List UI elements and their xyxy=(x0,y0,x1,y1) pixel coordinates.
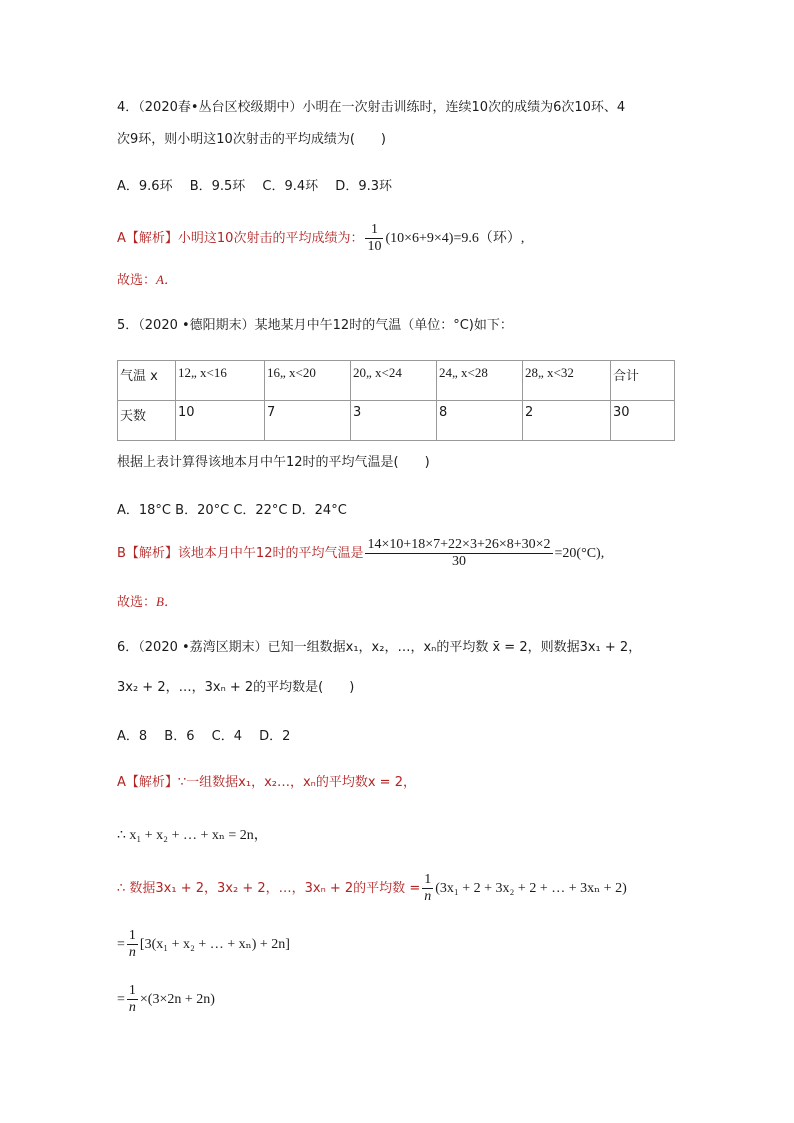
q6-frac-num: 1 xyxy=(128,928,136,943)
q6-frac-num: 1 xyxy=(128,983,136,998)
table-cell: 20„ x<24 xyxy=(351,361,437,401)
q4-choose-label: 故选： xyxy=(117,273,157,288)
q6-frac-den: n xyxy=(128,1000,136,1015)
q6-step2 xyxy=(117,872,627,906)
q4-formula: (10×6+9×4)=9.6（环）, xyxy=(385,231,525,246)
q5-fraction xyxy=(365,537,552,570)
table-cell: 24„ x<28 xyxy=(437,361,523,401)
q6-options: A．8 B．6 C．4 D．2 xyxy=(117,729,291,744)
q6-step4-fraction xyxy=(127,983,138,1016)
table-row xyxy=(118,401,675,441)
table-cell: 16„ x<20 xyxy=(265,361,351,401)
q6-step4-formula: ×(3×2n + 2n) xyxy=(139,992,215,1007)
q4-frac-den: 10 xyxy=(367,239,382,254)
q6-stem-line2: 3x₂ + 2，…，3xₙ + 2的平均数是( ) xyxy=(117,680,355,695)
table-cell: 天数 xyxy=(118,401,176,441)
q5-formula: =20(°C), xyxy=(554,546,605,561)
q4-frac-num: 1 xyxy=(365,222,383,239)
table-cell: 气温 x xyxy=(118,361,176,401)
q5-choose-label: 故选： xyxy=(117,595,157,610)
q6-frac-num: 1 xyxy=(424,872,432,887)
q5-question: 根据上表计算得该地本月中午12时的平均气温是( ) xyxy=(117,455,430,470)
q4-answer-text: 小明这10次射击的平均成绩为： xyxy=(177,231,364,246)
q6-frac-den: n xyxy=(424,889,432,904)
q6-step3-eq: = xyxy=(117,937,125,952)
q4-choose-value: A． xyxy=(156,272,177,287)
q5-choose xyxy=(117,592,177,613)
q5-choose-value: B． xyxy=(156,594,177,609)
q5-options: A．18°C B．20°C C．22°C D．24°C xyxy=(117,503,347,518)
q5-stem: 5．（2020 •德阳期末）某地某月中午12时的气温（单位：°C)如下： xyxy=(117,318,513,333)
table-cell: 30 xyxy=(611,401,675,441)
q6-step2-fraction xyxy=(422,872,433,905)
table-cell: 28„ x<32 xyxy=(523,361,611,401)
q4-options: A．9.6环 B．9.5环 C．9.4环 D．9.3环 xyxy=(117,179,392,194)
q6-step2-text: ∴ 数据3x₁ + 2，3x₂ + 2，…，3xₙ + 2的平均数 = xyxy=(117,881,421,896)
q6-step4 xyxy=(117,983,215,1017)
q6-answer-text: ∵一组数据x₁，x₂…，xₙ的平均数x = 2， xyxy=(177,775,416,790)
q5-answer-tag: B【解析】 xyxy=(117,546,178,561)
q6-step1: ∴ x₁ + x₂ + … + xₙ = 2n， xyxy=(117,828,268,843)
q6-solution xyxy=(117,773,416,793)
q5-frac-den: 30 xyxy=(452,554,466,569)
table-cell: 12„ x<16 xyxy=(176,361,265,401)
table-cell: 10 xyxy=(176,401,265,441)
table-cell: 8 xyxy=(437,401,523,441)
temperature-table xyxy=(117,360,675,441)
q4-stem-line1: 4．（2020春•丛台区校级期中）小明在一次射击训练时，连续10次的成绩为6次10环、4 xyxy=(117,100,626,115)
q6-step3 xyxy=(117,928,290,962)
q6-frac-den: n xyxy=(128,945,136,960)
table-cell: 2 xyxy=(523,401,611,441)
q5-answer-text: 该地本月中午12时的平均气温是 xyxy=(177,546,364,561)
table-cell: 合计 xyxy=(611,361,675,401)
q4-fraction xyxy=(365,222,383,255)
q6-step3-fraction xyxy=(127,928,138,961)
table-row xyxy=(118,361,675,401)
q4-choose xyxy=(117,270,177,291)
q5-solution xyxy=(117,537,604,571)
q6-answer-tag: A【解析】 xyxy=(117,775,178,790)
table-cell: 3 xyxy=(351,401,437,441)
q4-solution xyxy=(117,222,524,256)
table-cell: 7 xyxy=(265,401,351,441)
q5-frac-num: 14×10+18×7+22×3+26×8+30×2 xyxy=(367,537,551,552)
q4-answer-tag: A【解析】 xyxy=(117,231,178,246)
q6-stem-line1: 6．（2020 •荔湾区期末）已知一组数据x₁，x₂，…，xₙ的平均数 x̄ = 2，则数据3x₁ + 2， xyxy=(117,640,642,655)
q6-step3-formula: [3(x₁ + x₂ + … + xₙ) + 2n] xyxy=(139,937,290,952)
q6-step4-eq: = xyxy=(117,992,125,1007)
q6-step2-formula: (3x₁ + 2 + 3x₂ + 2 + … + 3xₙ + 2) xyxy=(435,881,627,896)
q4-stem-line2: 次9环，则小明这10次射击的平均成绩为( ) xyxy=(117,132,386,147)
